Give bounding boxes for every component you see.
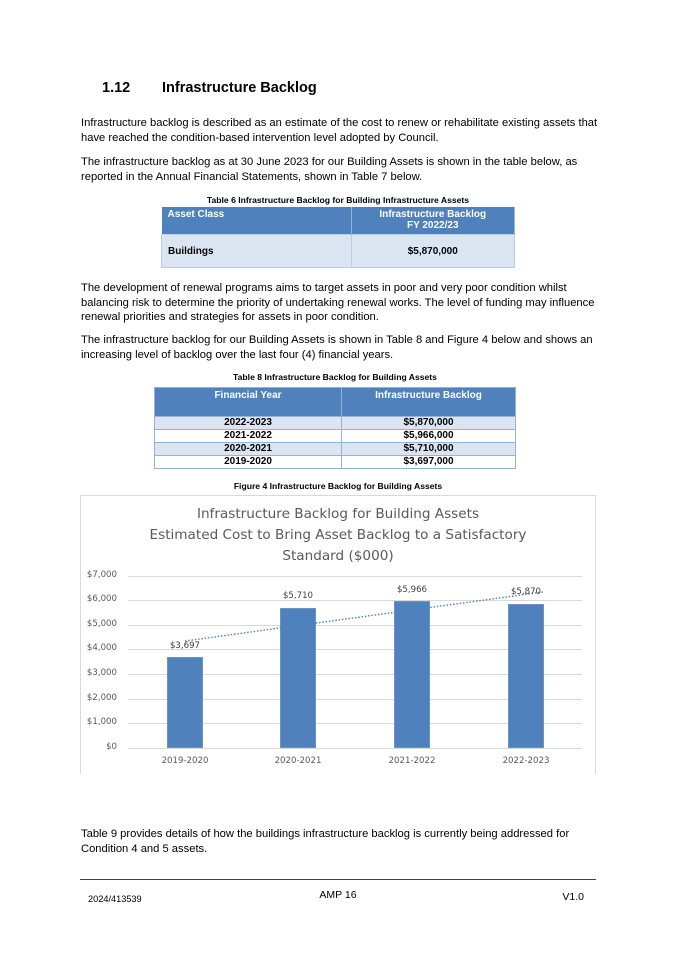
header-backlog-line1: Infrastructure Backlog xyxy=(379,209,487,220)
y-tick-label: $1,000 xyxy=(86,717,117,727)
y-tick-label: $0 xyxy=(106,742,117,752)
cell-year: 2021-2022 xyxy=(155,430,342,443)
cell-backlog: $3,697,000 xyxy=(342,456,516,469)
data-label: $5,710 xyxy=(282,591,314,601)
header-asset-class: Asset Class xyxy=(162,207,352,235)
y-tick-label: $4,000 xyxy=(86,643,117,653)
x-tick-label: 2021-2022 xyxy=(388,756,436,766)
paragraph-backlog-definition: Infrastructure backlog is described as an estimate of the cost to renew or rehabilitate existing assets that have reached the condition-based intervention level adopted by Council. xyxy=(81,117,598,144)
cell-backlog: $5,966,000 xyxy=(342,430,516,443)
paragraph-backlog-statement: The infrastructure backlog as at 30 June 2023 for our Building Assets is shown in the table below, as reported in the Annual Financial Statements, shown in Table 7 below. xyxy=(81,156,578,183)
table6-caption: Table 6 Infrastructure Backlog for Building Infrastructure Assets xyxy=(206,195,470,205)
y-tick-label: $2,000 xyxy=(86,693,117,703)
y-tick-label: $6,000 xyxy=(86,594,117,604)
cell-backlog: $5,870,000 xyxy=(351,235,515,268)
chart-title-line3: Standard ($000) xyxy=(282,548,394,564)
cell-backlog: $5,870,000 xyxy=(342,417,516,430)
paragraph-renewal-programs: The development of renewal programs aims to target assets in poor and very poor condition whilst balancing risk to determine the priority of undertaking renewal works. The level of funding may influence renewal priorities and strategies for assets in poor condition. xyxy=(81,282,595,323)
y-tick-label: $3,000 xyxy=(86,668,117,678)
paragraph-backlog-trend: The infrastructure backlog for our Building Assets is shown in Table 8 and Figure 4 below and shows an increasing level of backlog over the last four (4) financial years. xyxy=(81,334,593,361)
footer-divider xyxy=(80,879,596,880)
x-tick-label: 2022-2023 xyxy=(502,756,550,766)
header-backlog-line2: FY 2022/23 xyxy=(406,220,459,231)
data-label: $3,697 xyxy=(169,641,201,651)
cell-year: 2022-2023 xyxy=(155,417,342,430)
cell-asset-class: Buildings xyxy=(162,235,352,268)
section-title: Infrastructure Backlog xyxy=(162,80,317,96)
y-tick-label: $5,000 xyxy=(86,619,117,629)
footer-doc-id: 2024/413539 xyxy=(88,894,142,904)
data-label: $5,870 xyxy=(510,587,542,597)
cell-backlog: $5,710,000 xyxy=(342,443,516,456)
header-infrastructure-backlog: Infrastructure Backlog xyxy=(342,388,516,417)
header-financial-year: Financial Year xyxy=(155,388,342,417)
table8-caption: Table 8 Infrastructure Backlog for Building Assets xyxy=(233,372,437,382)
figure4-caption: Figure 4 Infrastructure Backlog for Building Assets xyxy=(233,481,443,491)
x-tick-label: 2019-2020 xyxy=(161,756,209,766)
cell-year: 2020-2021 xyxy=(155,443,342,456)
chart-title-line2: Estimated Cost to Bring Asset Backlog to a Satisfactory xyxy=(149,527,527,543)
x-tick-label: 2020-2021 xyxy=(274,756,322,766)
chart-title-line1: Infrastructure Backlog for Building Assets xyxy=(196,506,480,522)
footer-version: V1.0 xyxy=(562,891,584,903)
footer-page-label: AMP 16 xyxy=(319,889,357,901)
data-label: $5,966 xyxy=(396,585,428,595)
paragraph-table9-reference: Table 9 provides details of how the buildings infrastructure backlog is currently being addressed for Condition 4 and 5 assets. xyxy=(81,828,570,855)
y-tick-label: $7,000 xyxy=(86,570,117,580)
cell-year: 2019-2020 xyxy=(155,456,342,469)
section-number: 1.12 xyxy=(102,80,131,96)
